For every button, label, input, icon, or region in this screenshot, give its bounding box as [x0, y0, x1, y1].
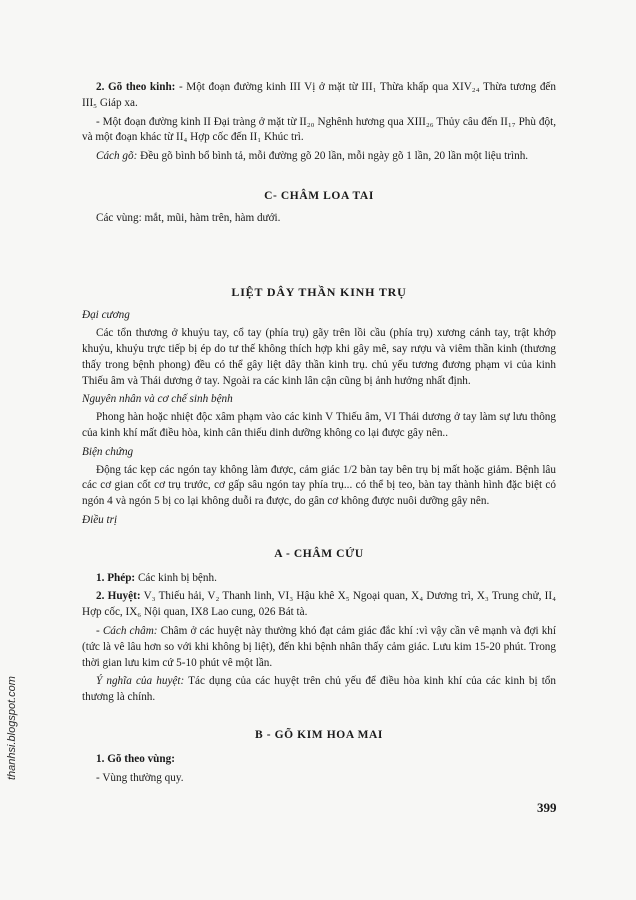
dieu-tri-label: Điều trị — [82, 513, 118, 526]
watermark-text: thanhsi.blogspot.com — [6, 676, 18, 780]
heading-cham-loa-tai: C- CHÂM LOA TAI — [264, 189, 374, 202]
bien-chung-label: Biện chứng — [82, 445, 134, 458]
huyet-label: 2. Huyệt: — [96, 590, 141, 603]
cach-go-text: Đều gõ bình bổ bình tả, mỗi đường gõ 20 lần, mỗi ngày gõ 1 lần, 20 lần một liệu trình. — [137, 150, 529, 163]
nguyen-nhan-text: Phong hàn hoặc nhiệt độc xâm phạm vào các kinh V Thiếu âm, VI Thái dương ở tay làm sự lưu thông của kinh khí mất điều hòa, kinh cân thiếu dinh dưỡng không co lại được gây nên.. — [82, 411, 556, 439]
y-nghia-text: Tác dụng của các huyệt trên chủ yếu để điều hòa kinh khí của các kinh bị tổn thương là chính. — [82, 675, 556, 704]
cham-loa-tai-text: Các vùng: mắt, mũi, hàm trên, hàm dưới. — [96, 211, 281, 224]
dai-cuong-text: Các tổn thương ở khuỷu tay, cổ tay (phía trụ) gãy trên lồi cầu (phía trụ) xương cánh tay, trật khớp khuỷu, khuỷu trực tiếp bị ép do tư thế không thích hợp khi gây mê, say rượu và viêm thần kinh (thương thấy trong bệnh phong) đều có thể gây liệt dây thần kinh trụ. chủ yếu tương đương phạm vi của kinh Thiếu âm và Thái dương ở tay. Ngoài ra các kinh lân cận cũng bị ảnh hưởng nhất định. — [82, 327, 556, 387]
y-nghia-label: Ý nghĩa của huyệt: — [96, 675, 185, 688]
y-nghia-para — [82, 674, 556, 706]
go-theo-vung-label: 1. Gõ theo vùng: — [96, 752, 175, 765]
cach-cham-text: Châm ở các huyệt này thường khó đạt cảm giác đắc khí :vì vậy cần vê mạnh và đợi khí (tức là vê lâu hơn so với khi không bị liệt), đến khi bệnh nhân thấy cảm giác. Lưu kim 15-20 phút. Trong thời gian lưu kim cứ 5-10 phút vê một lần. — [82, 624, 556, 669]
page-content — [82, 80, 556, 789]
bien-chung-text: Động tác kẹp các ngón tay không làm được, cảm giác 1/2 bàn tay bên trụ bị mất hoặc giảm. Bệnh lâu các cơ gian cốt cơ trụ trước, cơ gấp sâu ngón tay phía trụ... có thể bị teo, bàn tay thành hình đặc biệt có ngón 4 và ngón 5 bị co lại không duỗi ra được, do gân cơ không được nuôi dưỡng gây nên. — [82, 463, 556, 508]
go-theo-kinh-para-1 — [82, 80, 556, 112]
huyet-para — [82, 589, 556, 621]
cach-cham-label: - Cách châm: — [96, 624, 158, 637]
cach-go-label: Cách gõ: — [96, 150, 138, 163]
go-theo-vung-item: - Vùng thường quy. — [96, 771, 184, 784]
phep-para — [82, 571, 556, 587]
chapter-title: LIỆT DÂY THẦN KINH TRỤ — [231, 284, 407, 299]
page-number: 399 — [537, 800, 557, 815]
heading-cham-cuu: A - CHÂM CỨU — [274, 547, 364, 560]
huyet-text: V₃ Thiếu hải, V₂ Thanh linh, VI₃ Hậu khê X₅ Ngoại quan, X₄ Dương trì, X₃ Trung chử, II₄ Hợp cốc, IX₆ Nội quan, IX8 Lao cung, 026 Bát tà. — [82, 590, 557, 619]
cach-cham-para — [82, 624, 556, 671]
dai-cuong-label: Đại cương — [82, 309, 130, 322]
cach-go-para — [82, 149, 556, 165]
phep-text: Các kinh bị bệnh. — [135, 571, 217, 584]
go-theo-kinh-label: 2. Gõ theo kinh: — [96, 81, 176, 93]
phep-label: 1. Phép: — [96, 571, 136, 584]
nguyen-nhan-label: Nguyên nhân và cơ chế sinh bệnh — [82, 393, 233, 406]
heading-go-kim-hoa-mai: B - GÕ KIM HOA MAI — [254, 728, 384, 741]
go-theo-kinh-para-2: - Một đoạn đường kinh II Đại tràng ở mặt từ II₂₀ Nghênh hương qua XIII₂₆ Thủy câu đến II₁₇ Phù đột, và một đoạn khác từ II₄ Hợp cốc đến II₁ Khúc trì. — [82, 115, 556, 144]
go-theo-kinh-line-1: - Một đoạn đường kinh III Vị ở mặt từ III₁ Thừa khấp qua XIV₂₄ Thừa tương đến III₅ Giáp xa. — [82, 81, 556, 109]
